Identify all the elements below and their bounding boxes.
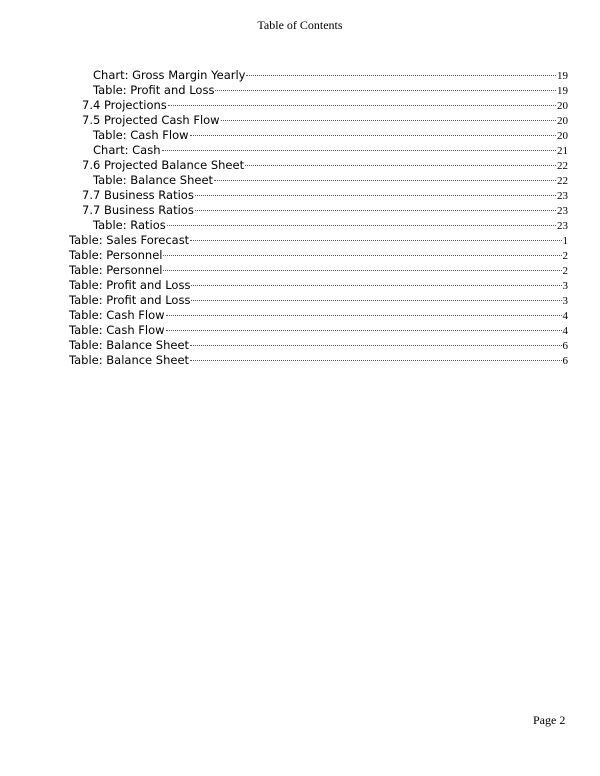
toc-entry-page: 20 (557, 130, 568, 142)
toc-entry-label: 7.6 Projected Balance Sheet (82, 158, 245, 172)
toc-entry-page: 20 (557, 115, 568, 127)
toc-entry-page: 2 (562, 265, 568, 277)
toc-entry-label: Table: Cash Flow (69, 323, 165, 337)
toc-entry-page: 23 (557, 190, 568, 202)
toc-entry-label: Table: Balance Sheet (69, 353, 190, 367)
toc-entry[interactable] (69, 308, 568, 323)
toc-entry[interactable] (93, 128, 568, 143)
toc-entry-label: Table: Balance Sheet (93, 173, 214, 187)
toc-entry[interactable] (82, 98, 568, 113)
toc-entry-page: 22 (557, 175, 568, 187)
page-number: Page 2 (533, 713, 566, 727)
toc-entry[interactable] (93, 173, 568, 188)
toc-entry-label: Table: Profit and Loss (93, 83, 215, 97)
toc-entry-label: Chart: Gross Margin Yearly (93, 68, 246, 82)
toc-entry-page: 2 (562, 250, 568, 262)
toc-entry-page: 23 (557, 220, 568, 232)
toc-entry[interactable] (82, 188, 568, 203)
toc-entry-label: 7.7 Business Ratios (82, 188, 194, 202)
toc-entry-page: 19 (557, 70, 568, 82)
toc-leader-dots (190, 360, 561, 361)
toc-entry[interactable] (93, 143, 568, 158)
toc-leader-dots (190, 135, 556, 136)
toc-leader-dots (163, 255, 561, 256)
toc-entry-label: Table: Profit and Loss (69, 278, 191, 292)
toc-leader-dots (191, 285, 561, 286)
toc-entry[interactable] (69, 263, 568, 278)
toc-entry[interactable] (69, 248, 568, 263)
toc-entry-page: 23 (557, 205, 568, 217)
toc-entry[interactable] (82, 203, 568, 218)
toc-leader-dots (195, 195, 556, 196)
toc-entry-label: Table: Cash Flow (69, 308, 165, 322)
toc-entry-page: 1 (562, 235, 568, 247)
toc-leader-dots (190, 345, 561, 346)
toc-entry-page: 19 (557, 85, 568, 97)
toc-entry-label: Table: Sales Forecast (69, 233, 190, 247)
toc-leader-dots (214, 180, 556, 181)
toc-entry-page: 20 (557, 100, 568, 112)
toc-leader-dots (167, 225, 556, 226)
toc-leader-dots (245, 165, 556, 166)
toc-leader-dots (162, 150, 557, 151)
toc-leader-dots (246, 75, 556, 76)
toc-entry[interactable] (82, 158, 568, 173)
toc-entry-label: Table: Personnel (69, 263, 163, 277)
toc-entry[interactable] (93, 83, 568, 98)
toc-entry-page: 6 (562, 340, 568, 352)
toc-entry-label: Table: Ratios (93, 218, 166, 232)
toc-leader-dots (163, 270, 561, 271)
toc-entry[interactable] (69, 353, 568, 368)
toc-entry-label: Table: Cash Flow (93, 128, 189, 142)
toc-entry[interactable] (93, 218, 568, 233)
toc-entry[interactable] (69, 323, 568, 338)
page-header-title: Table of Contents (257, 18, 343, 32)
toc-leader-dots (166, 315, 562, 316)
toc-leader-dots (168, 105, 556, 106)
toc-entry-label: 7.5 Projected Cash Flow (82, 113, 220, 127)
toc-entry-page: 6 (562, 355, 568, 367)
toc-entry[interactable] (69, 338, 568, 353)
toc-entry-page: 21 (557, 145, 568, 157)
toc-leader-dots (190, 240, 561, 241)
toc-entry-label: 7.4 Projections (82, 98, 167, 112)
toc-leader-dots (221, 120, 556, 121)
toc-entry-page: 22 (557, 160, 568, 172)
toc-entry-label: Table: Personnel (69, 248, 163, 262)
toc-leader-dots (195, 210, 556, 211)
toc-leader-dots (215, 90, 556, 91)
toc-leader-dots (191, 300, 561, 301)
toc-entry-label: Table: Profit and Loss (69, 293, 191, 307)
toc-entry-page: 4 (562, 310, 568, 322)
toc-entry-page: 4 (562, 325, 568, 337)
toc-entry[interactable] (69, 278, 568, 293)
toc-entry[interactable] (82, 113, 568, 128)
toc-entry-label: Chart: Cash (93, 143, 161, 157)
toc-entry[interactable] (93, 68, 568, 83)
toc-entry[interactable] (69, 233, 568, 248)
toc-leader-dots (166, 330, 562, 331)
toc-entry-page: 3 (562, 295, 568, 307)
toc-entry-page: 3 (562, 280, 568, 292)
toc-entry-label: Table: Balance Sheet (69, 338, 190, 352)
toc-entry[interactable] (69, 293, 568, 308)
toc-entry-label: 7.7 Business Ratios (82, 203, 194, 217)
